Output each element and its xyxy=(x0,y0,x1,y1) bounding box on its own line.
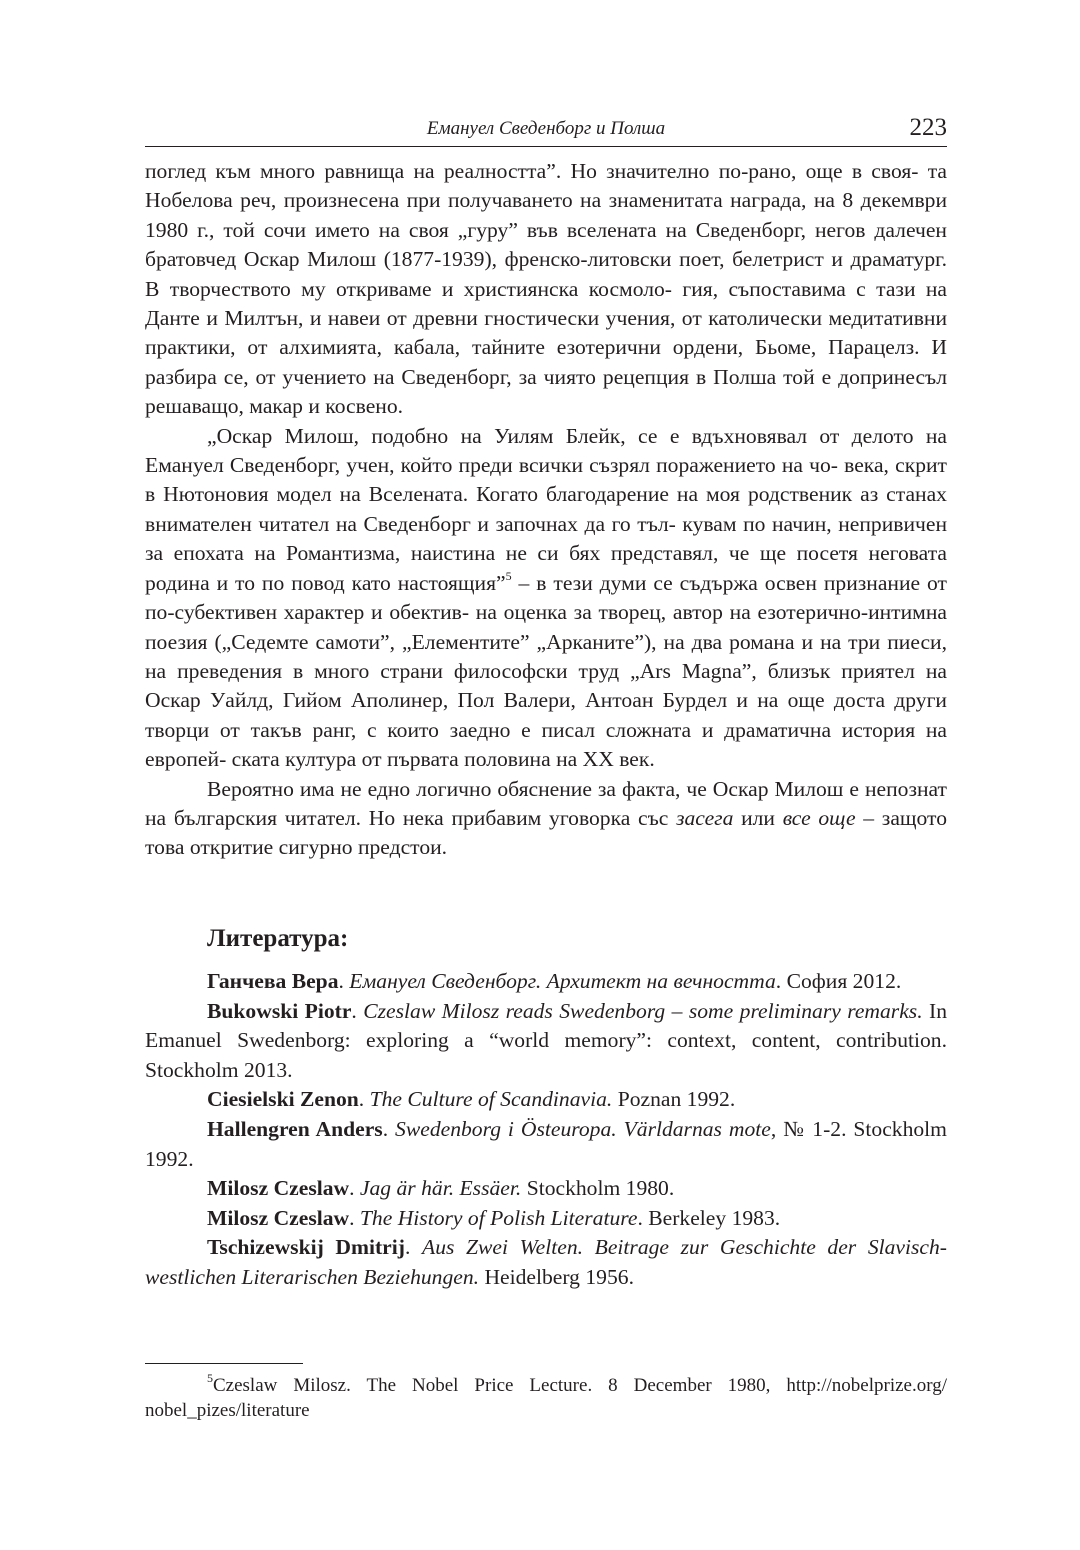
running-header xyxy=(145,114,947,147)
ref-author: Ciesielski Zenon xyxy=(207,1087,359,1112)
ref-author: Ганчева Вера xyxy=(207,969,339,993)
text-line: кувам по начин, непривичен за епохата на Романтизма, наистина не си бях xyxy=(145,511,948,566)
ref-title: The Culture of Scandinavia. xyxy=(369,1087,613,1112)
text-line: негов далечен братовчед Оскар Милош (1877-1939), френско-литовски поет, xyxy=(145,217,947,272)
text-line: „Оскар Милош, подобно на Уилям Блейк, се е вдъхновявал от делото xyxy=(207,423,914,448)
text-line: родственик аз станах внимателен читател на Сведенборг и започнах да го тъл- xyxy=(145,482,947,536)
text-line: поглед към много равнища на реалността”. Но значително по-рано, още в своя- xyxy=(145,159,919,183)
ref-author: Hallengren Anders xyxy=(207,1116,383,1141)
text-line: Гийом Аполинер, Пол Валери, Антоан Бурдел и на още доста други творци от xyxy=(145,688,947,742)
ref-sep: . xyxy=(404,1235,422,1260)
ref-title: Aus Zwei Welten. Beitrage zur Geschichte der Slavisch-westlichen Literarischen Beziehungen. xyxy=(145,1235,947,1289)
ref-title: The History of Polish Literature xyxy=(359,1205,638,1230)
text-line: – в xyxy=(511,570,547,595)
ref-rest: Stockholm 1980. xyxy=(521,1176,675,1201)
text-line: Вероятно има не едно логично обяснение за факта, че Оскар Милош е xyxy=(207,776,859,801)
text-line: на оценка за творец, автор на езотерично-интимна поезия („Седемте самоти”, xyxy=(145,600,947,654)
reference-item xyxy=(145,1174,947,1204)
text-line: века, скрит в Нютоновия модел на Вселената. Когато благодарение на моя xyxy=(145,453,947,507)
ref-rest: . Berkeley 1983. xyxy=(637,1205,781,1230)
ref-sep: . xyxy=(349,1205,360,1230)
paragraph-2 xyxy=(145,422,947,775)
ref-author: Milosz Czeslaw xyxy=(207,1176,350,1201)
text-line: гия, съпоставима с тази на Данте и Милтън, и навеи от древни гностически xyxy=(145,276,948,331)
text-line: учения, от католически медитативни практики, от алхимията, кабала, тайните xyxy=(145,306,948,360)
ref-author: Milosz Czeslaw xyxy=(207,1205,350,1230)
references-list xyxy=(145,967,947,1293)
ref-sep: . xyxy=(351,998,364,1023)
text-line: – защото това откритие сигурно предстои. xyxy=(145,805,948,860)
reference-item xyxy=(145,1233,947,1292)
reference-item xyxy=(145,1204,947,1234)
ref-sep: . xyxy=(382,1116,396,1141)
text-line: представял, че ще посетя неговата родина и то по повод като настоящия” xyxy=(145,541,947,595)
text-line: непознат на българския читател. Но нека прибавим уговорка със xyxy=(145,776,947,830)
text-line: белетрист и драматург. В творчеството му откриваме и християнска космоло- xyxy=(145,247,947,301)
text-line: за чиято рецепция в Полша той е допринесъл решаващо, макар и косвено. xyxy=(145,364,948,419)
paragraph-3 xyxy=(145,775,947,863)
text-line: тези думи се съдържа освен признание от по-субективен характер и обектив- xyxy=(145,570,947,625)
running-title: Емануел Сведенборг и Полша xyxy=(426,118,666,139)
ref-rest: Poznan 1992. xyxy=(612,1087,736,1112)
text-line: много страни философски труд „Ars Magna”, близък приятел на Оскар Уайлд, xyxy=(145,658,947,713)
ref-title: Czeslaw Milosz reads Swedenborg – some preliminary remarks. xyxy=(363,998,923,1023)
footnote-body: Czeslaw Milosz. The Nobel Price Lecture. 8 December 1980, http://nobelprize.org/ nobel_pizes/literature xyxy=(145,1375,947,1421)
ref-rest: Heidelberg 1956. xyxy=(479,1264,634,1289)
ref-title: Swedenborg i Östeuropa. Världarnas mote xyxy=(395,1116,771,1141)
ref-author: Tschizewskij Dmitrij xyxy=(207,1235,405,1260)
reference-item xyxy=(145,967,947,997)
ref-title: Емануел Сведенборг. Архитект на вечността xyxy=(349,969,776,993)
footnote-number: 5 xyxy=(207,1370,213,1385)
reference-item xyxy=(145,1085,947,1115)
emphasis: все още xyxy=(782,805,856,830)
ref-title: Jag är här. Essäer. xyxy=(359,1176,522,1201)
page-number: 223 xyxy=(909,114,947,141)
ref-rest: , № 1-2. Stockholm 1992. xyxy=(145,1116,947,1171)
text-line: „Елементите” „Арканите”), на два романа и на три пиеси, на преведения в xyxy=(145,629,947,683)
ref-sep: . xyxy=(338,969,350,993)
references-heading: Литература: xyxy=(207,925,349,952)
paragraph-1 xyxy=(145,157,947,422)
footnote xyxy=(145,1370,947,1423)
text-line: декември 1980 г., той сочи името на своя „гуру” във вселената на Сведенборг, xyxy=(145,188,947,242)
body-text xyxy=(145,157,947,863)
ref-author: Bukowski Piotr xyxy=(207,998,352,1023)
text-line: та Нобелова реч, произнесена при получаването на знаменитата награда, на 8 xyxy=(145,159,947,213)
ref-rest: . София 2012. xyxy=(775,969,902,993)
text-line: ската култура от първата половина на XX век. xyxy=(231,747,655,772)
reference-item xyxy=(145,997,947,1086)
ref-sep: . xyxy=(358,1087,370,1112)
footnote-divider xyxy=(145,1363,303,1364)
emphasis: засега xyxy=(676,805,734,830)
footnote-ref[interactable]: 5 xyxy=(505,568,512,583)
reference-item xyxy=(145,1115,947,1174)
text-line: на Емануел Сведенборг, учен, който преди всички съзрял поражението на чо- xyxy=(145,423,947,478)
text-line: или xyxy=(733,805,775,830)
footnote-text xyxy=(145,1370,947,1423)
text-line: езотерични ордени, Бьоме, Парацелз. И разбира се, от учението на Сведенборг, xyxy=(145,335,947,389)
text-line: такъв ранг, с които заедно е писал сложната и драматична история на европей- xyxy=(145,717,947,772)
ref-sep: . xyxy=(349,1176,360,1201)
ref-rest: In Emanuel Swedenborg: exploring a “world memory”: context, content, contribution. Stockholm 2013. xyxy=(145,998,948,1082)
